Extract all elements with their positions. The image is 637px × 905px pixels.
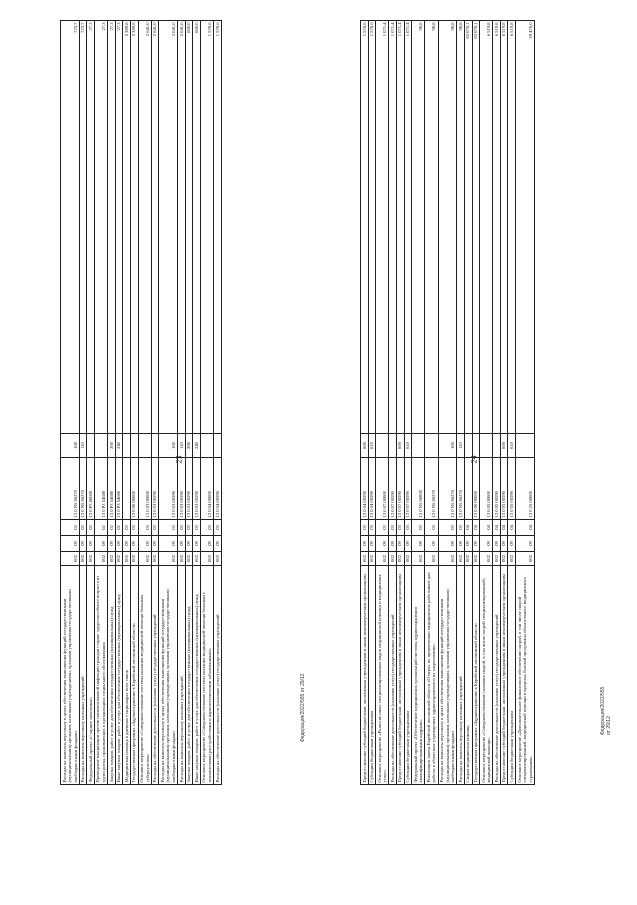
table-row [493,21,501,785]
row-code: 002 [115,552,123,566]
table-row [376,21,389,785]
row-section: 09 [464,536,472,552]
table-row [404,21,412,785]
row-code: 002 [193,552,201,566]
row-target-article: 13 0 04 00590 [214,458,222,520]
row-name: Государственная программа «Здравоохранение в Еврейской автономной области» [130,566,138,785]
row-expense-type [151,434,159,458]
row-name: Проведение вакцинации против пневмококковой инфекции граждан старше трудоспособного возраста из групп риска, проживающих в организациях социального обслуживания [94,566,107,785]
row-subsection: 03 [368,520,376,536]
row-amount: 600,0 [185,21,193,434]
row-code: 002 [464,552,472,566]
table-body-right [361,21,535,785]
row-expense-type [123,434,131,458]
table-row [516,21,535,785]
row-target-article: 13 0 05 00590 [508,458,516,520]
row-subsection: 03 [404,520,412,536]
row-section: 09 [79,536,87,552]
row-section: 09 [361,536,369,552]
row-code: 002 [457,552,465,566]
table-row [368,21,376,785]
row-subsection: 03 [425,520,438,536]
row-expense-type [425,434,438,458]
table-row [185,21,193,785]
row-code: 002 [61,552,80,566]
row-name: Федеральный проект «Старшее поколение» [87,566,95,785]
row-amount: 5 389,8 [123,21,131,434]
row-code: 002 [404,552,412,566]
row-section: 09 [412,536,425,552]
row-section: 09 [396,536,404,552]
row-amount: 98,8 [438,21,457,434]
row-name: Субсидии бюджетным учреждениям [508,566,516,785]
row-subsection: 03 [138,520,151,536]
row-target-article: 13 0 05 00590 [493,458,501,520]
row-expense-type [138,434,151,458]
row-subsection: 03 [200,520,213,536]
row-expense-type [472,434,480,458]
row-subsection: 03 [123,520,131,536]
row-name: Расходы на выплаты персоналу казенных учреждений [79,566,87,785]
row-target-article: 13 0 03 00590 [151,458,159,520]
page-number-right: 24 [469,455,479,464]
row-amount: 6 519,8 [500,21,508,434]
row-section: 09 [123,536,131,552]
row-subsection: 03 [130,520,138,536]
row-expense-type: 100 [159,434,178,458]
row-section: 09 [61,536,80,552]
row-name: Основное мероприятие «Развитие иных специализированных видов медицинской помощи и медицинских услуг» [376,566,389,785]
row-amount: 1 071,4 [376,21,389,434]
table-row [115,21,123,785]
row-name: Скорая медицинская помощь [464,566,472,785]
row-expense-type: 110 [79,434,87,458]
page-number-left: 23 [174,455,184,464]
budget-table-left-page [60,20,222,785]
row-amount: 723,7 [61,21,80,434]
row-expense-type: 240 [193,434,201,458]
row-section: 09 [138,536,151,552]
row-amount: 1 071,4 [396,21,404,434]
row-section: 09 [500,536,508,552]
budget-table-right-page [360,20,535,785]
row-target-article: 13 0 03 00590 [178,458,186,520]
row-code: 002 [178,552,186,566]
row-name: Расходы на обеспечение деятельности (оказание услуг) государственных учреждений [214,566,222,785]
row-section: 09 [214,536,222,552]
row-code: 002 [493,552,501,566]
row-code: 002 [480,552,493,566]
row-section: 09 [130,536,138,552]
table-row [130,21,138,785]
row-name: Расходы на выплаты персоналу в целях обеспечения выполнения функций государственными (муниципальными) органами, казенными учреждениями, органами управления государственными внебюджетными фондами [159,566,178,785]
row-code: 002 [425,552,438,566]
table-row [438,21,457,785]
row-amount: 27,3 [87,21,95,434]
table-row [178,21,186,785]
row-target-article [464,458,472,520]
row-section: 09 [438,536,457,552]
row-code: 002 [214,552,222,566]
table-row [138,21,151,785]
row-code: 002 [508,552,516,566]
row-name: Основное мероприятие «Совершенствование оказания скорой, в том числе скорой специализированной, медицинской помощи» [480,566,493,785]
table-row [108,21,116,785]
table-row [61,21,80,785]
row-section: 09 [108,536,116,552]
row-target-article: 13 0 N5 86270 [425,458,438,520]
row-amount: 98,8 [457,21,465,434]
row-amount: 1 578,6 [200,21,213,434]
row-code: 002 [123,552,131,566]
row-expense-type [480,434,493,458]
row-code: 002 [151,552,159,566]
row-code: 002 [79,552,87,566]
row-name: Основное мероприятие «Совершенствование системы оказания медицинской помощи больным с психическими расстройствами и наркологическими заболеваниями» [200,566,213,785]
row-target-article: 13 0 P3 00000 [87,458,95,520]
row-target-article: 13 0 P3 54680 [115,458,123,520]
table-row [79,21,87,785]
row-amount: 98,8 [412,21,425,434]
row-amount: 6 519,8 [493,21,501,434]
row-target-article: 13 0 N5 86270 [457,458,465,520]
row-section: 09 [457,536,465,552]
row-section: 09 [200,536,213,552]
row-name: Расходы на обеспечение деятельности (оказание услуг) государственных учреждений [151,566,159,785]
row-subsection: 03 [457,520,465,536]
row-target-article: 13 0 04 00000 [200,458,213,520]
row-target-article: 13 0 05 00000 [480,458,493,520]
row-subsection: 04 [500,520,508,536]
table-row [200,21,213,785]
row-amount: 1 578,6 [368,21,376,434]
row-amount: 2 641,0 [138,21,151,434]
row-expense-type [412,434,425,458]
row-amount: 600,0 [193,21,201,434]
row-amount: 82 078,1 [472,21,480,434]
row-target-article: 13 0 N5 86270 [79,458,87,520]
row-name: Государственная программа «Здравоохранение в Еврейской автономной области» [472,566,480,785]
row-amount: 1 578,6 [361,21,369,434]
row-section: 09 [151,536,159,552]
row-expense-type [493,434,501,458]
row-expense-type: 610 [508,434,516,458]
row-subsection: 04 [480,520,493,536]
row-expense-type: 100 [61,434,80,458]
table-row [464,21,472,785]
row-target-article: 13 0 07 00590 [389,458,397,520]
row-name: Субсидии бюджетным учреждениям [368,566,376,785]
row-subsection: 04 [464,520,472,536]
footer-left: Федерация/2022/555 от 29/12 [300,673,306,742]
table-body-left [61,21,222,785]
table-row [214,21,222,785]
row-amount: 6 519,8 [508,21,516,434]
row-expense-type [389,434,397,458]
row-subsection: 03 [185,520,193,536]
row-subsection: 03 [438,520,457,536]
table-row [500,21,508,785]
row-target-article: 13 0 07 00590 [404,458,412,520]
row-section: 09 [368,536,376,552]
row-subsection: 02 [79,520,87,536]
row-expense-type: 200 [185,434,193,458]
row-expense-type [200,434,213,458]
row-subsection: 03 [361,520,369,536]
row-code: 002 [361,552,369,566]
row-expense-type: 110 [178,434,186,458]
row-amount: 5 389,8 [130,21,138,434]
row-code: 002 [368,552,376,566]
row-code: 002 [94,552,107,566]
row-target-article: 13 0 03 00000 [138,458,151,520]
table-row [412,21,425,785]
row-subsection: 03 [178,520,186,536]
table-row [457,21,465,785]
table-row [389,21,397,785]
row-name: Субсидии бюджетным учреждениям [404,566,412,785]
row-name: Иные закупки товаров, работ и услуг для обеспечения государственных (муниципальных) нужд [115,566,123,785]
row-amount: 2 041,0 [178,21,186,434]
row-section: 09 [516,536,535,552]
row-expense-type: 240 [115,434,123,458]
row-target-article: 13 0 00 00000 [130,458,138,520]
row-section: 09 [178,536,186,552]
row-amount: 27,3 [108,21,116,434]
row-section: 09 [425,536,438,552]
row-code: 002 [200,552,213,566]
row-target-article: 13 0 05 00590 [500,458,508,520]
row-target-article: 13 0 07 00590 [396,458,404,520]
row-target-article: 13 0 00 00000 [472,458,480,520]
row-amount: 1 071,4 [404,21,412,434]
footer-right: Федерация/2022/555 от 29/12 [600,686,612,735]
row-name: Расходы на выплаты персоналу казенных учреждений [178,566,186,785]
row-code: 002 [500,552,508,566]
row-code: 002 [438,552,457,566]
row-subsection: 04 [493,520,501,536]
row-section: 09 [508,536,516,552]
row-code: 002 [376,552,389,566]
row-code: 002 [389,552,397,566]
row-name: Предоставление субсидий бюджетным, автономным учреждениям и иным некоммерческим организациям [361,566,369,785]
row-amount: 29 476,0 [516,21,535,434]
row-target-article: 13 0 P3 54680 [108,458,116,520]
table-row [508,21,516,785]
row-section: 09 [185,536,193,552]
row-section: 09 [115,536,123,552]
row-subsection: 03 [389,520,397,536]
row-code: 002 [159,552,178,566]
row-section: 09 [193,536,201,552]
row-subsection: 02 [94,520,107,536]
row-code: 002 [87,552,95,566]
row-code: 002 [412,552,425,566]
row-subsection: 03 [376,520,389,536]
row-name: Расходы на выплаты персоналу в целях обеспечения выполнения функций государственными (муниципальными) органами, казенными учреждениями, органами управления государственными внебюджетными фондами [61,566,80,785]
row-name: Федеральный проект «Обеспечение медицинских организаций системы здравоохранения квалифицированными кадрами» [412,566,425,785]
table-row [193,21,201,785]
row-name: Иные закупки товаров, работ и услуг для обеспечения государственных (муниципальных) нужд [193,566,201,785]
row-amount: 2 041,0 [159,21,178,434]
row-target-article: 13 0 04 00590 [361,458,369,520]
row-code: 002 [396,552,404,566]
row-code: 002 [516,552,535,566]
row-expense-type: 600 [361,434,369,458]
row-amount: 98,8 [425,21,438,434]
row-subsection: 02 [108,520,116,536]
row-section: 09 [389,536,397,552]
row-code: 002 [185,552,193,566]
row-code: 002 [130,552,138,566]
row-target-article: 13 0 25 00000 [516,458,535,520]
row-name: Закупка товаров, работ и услуг для обеспечения государственных (муниципальных) нужд [108,566,116,785]
table-row [480,21,493,785]
row-section: 09 [404,536,412,552]
table-row [361,21,369,785]
row-target-article: 13 0 P3 54680 [94,458,107,520]
row-name: Предоставление субсидий бюджетным, автономным учреждениям и иным некоммерческим организациям [500,566,508,785]
row-target-article: 13 0 N5 86270 [438,458,457,520]
row-subsection: 03 [193,520,201,536]
row-section: 09 [493,536,501,552]
row-expense-type: 600 [396,434,404,458]
table-row [472,21,480,785]
row-name: Основное мероприятие «Совершенствование системы оказания медицинской помощи больным туберкулезом» [138,566,151,785]
row-subsection: 04 [472,520,480,536]
row-code: 002 [138,552,151,566]
row-subsection: 03 [151,520,159,536]
row-expense-type [94,434,107,458]
row-subsection: 02 [87,520,95,536]
row-amount: 2 641,0 [151,21,159,434]
row-name: Расходы на обеспечение деятельности (оказание услуг) государственных учреждений [493,566,501,785]
row-expense-type: 110 [457,434,465,458]
row-name: Реализация закона Еврейской автономной области «О мерах по привлечению медицинских работников для работы в областных учреждениях здравоохранения и их закреплению» [425,566,438,785]
row-name: Расходы на выплаты персоналу в целях обеспечения выполнения функций государственными (муниципальными) органами, казенными учреждениями, органами управления государственными внебюджетными фондами [438,566,457,785]
row-name: Предоставление субсидий бюджетным, автономным учреждениям и иным некоммерческим организациям [396,566,404,785]
row-target-article: 13 0 07 00000 [376,458,389,520]
table-row [396,21,404,785]
row-expense-type: 100 [438,434,457,458]
row-expense-type [130,434,138,458]
row-target-article: 13 0 04 00590 [368,458,376,520]
row-section: 09 [94,536,107,552]
row-name: Медицинская помощь в дневных стационарах всех типов [123,566,131,785]
row-subsection: 03 [412,520,425,536]
row-expense-type [87,434,95,458]
row-subsection: 02 [61,520,80,536]
row-subsection: 02 [115,520,123,536]
row-amount: 27,3 [94,21,107,434]
row-amount: 82 078,1 [464,21,472,434]
row-subsection: 03 [396,520,404,536]
table-row [151,21,159,785]
row-target-article: 13 0 03 00590 [193,458,201,520]
row-expense-type: 200 [108,434,116,458]
table-row [123,21,131,785]
row-subsection: 03 [159,520,178,536]
row-amount: 1 578,6 [214,21,222,434]
row-expense-type [376,434,389,458]
row-code: 002 [108,552,116,566]
row-code: 002 [472,552,480,566]
row-expense-type: 600 [500,434,508,458]
row-section: 09 [376,536,389,552]
table-row [94,21,107,785]
row-section: 09 [159,536,178,552]
row-section: 09 [87,536,95,552]
row-target-article: 13 0 03 00590 [159,458,178,520]
row-amount: 723,7 [79,21,87,434]
table-row [425,21,438,785]
row-name: Закупка товаров, работ и услуг для обеспечения государственных (муниципальных) нужд [185,566,193,785]
row-expense-type: 610 [368,434,376,458]
row-subsection: 04 [508,520,516,536]
row-name: Расходы на обеспечение деятельности (оказание услуг) государственных учреждений [389,566,397,785]
row-expense-type [464,434,472,458]
table-row [87,21,95,785]
row-name: Основное мероприятие «Дополнительное финансовое обеспечение скорой, в том числе скорой специализированной, медицинской помощи в пределах базовой программы обязательного медицинского страхования» [516,566,535,785]
row-amount: 1 071,4 [389,21,397,434]
row-amount: 27,3 [115,21,123,434]
row-name: Расходы на выплаты персоналу казенных учреждений [457,566,465,785]
row-section: 09 [472,536,480,552]
row-target-article: 13 0 N5 00000 [412,458,425,520]
row-target-article [123,458,131,520]
row-amount: 6 519,8 [480,21,493,434]
row-expense-type: 610 [404,434,412,458]
table-row [159,21,178,785]
row-target-article: 13 0 N5 86270 [61,458,80,520]
row-target-article: 13 0 03 00590 [185,458,193,520]
row-section: 09 [480,536,493,552]
row-subsection: 04 [516,520,535,536]
row-expense-type [516,434,535,458]
row-expense-type [214,434,222,458]
row-subsection: 03 [214,520,222,536]
